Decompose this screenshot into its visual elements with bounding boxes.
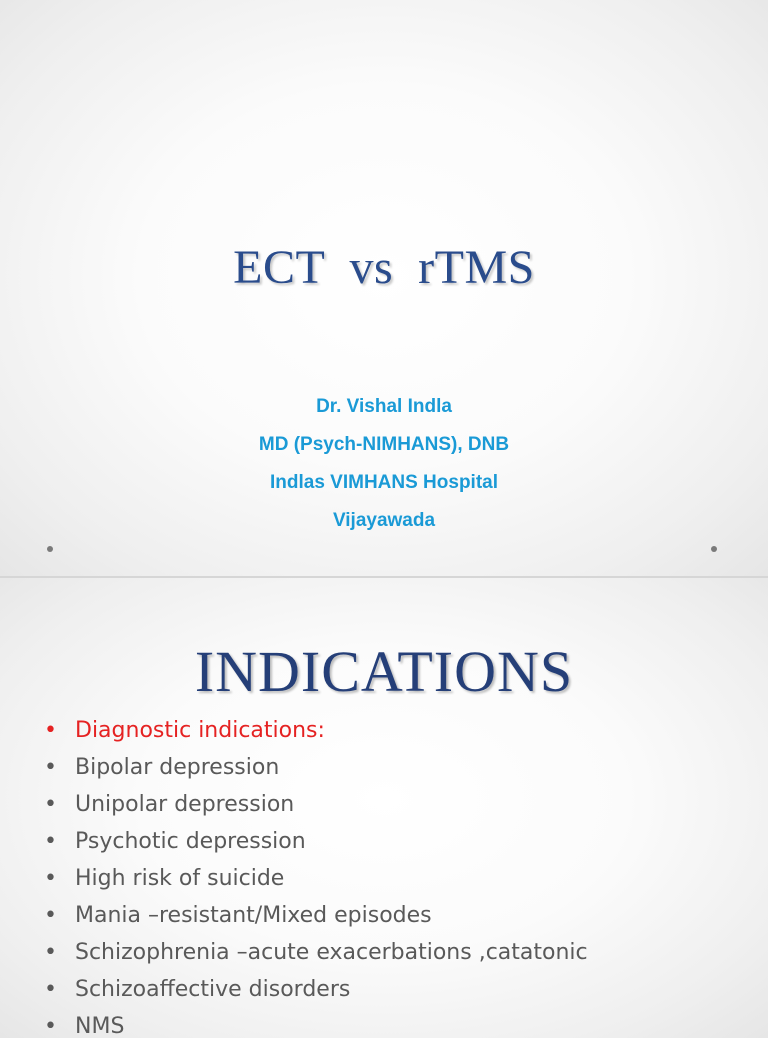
bullet-icon: • <box>44 903 57 928</box>
bullet-icon: • <box>44 1014 57 1039</box>
indications-list <box>44 712 588 1045</box>
list-item-text: Psychotic depression <box>75 829 306 854</box>
list-item <box>44 712 588 749</box>
list-item-text: High risk of suicide <box>75 866 285 891</box>
list-item-text: Mania –resistant/Mixed episodes <box>75 903 432 928</box>
bullet-icon: • <box>44 866 57 891</box>
list-item-text: Unipolar depression <box>75 792 295 817</box>
bullet-icon: • <box>44 755 57 780</box>
bullet-icon: • <box>44 977 57 1002</box>
list-item <box>44 934 588 971</box>
list-item-text: Bipolar depression <box>75 755 280 780</box>
bullet-icon: • <box>44 940 57 965</box>
slide-title: ECT vs rTMS <box>233 241 535 294</box>
list-item <box>44 860 588 897</box>
author-credentials: MD (Psych-NIMHANS), DNB <box>258 434 510 455</box>
list-item <box>44 1008 588 1045</box>
list-item-text: Schizoaffective disorders <box>75 977 351 1002</box>
list-item <box>44 786 588 823</box>
list-item-text: NMS <box>75 1014 125 1039</box>
indications-slide <box>0 578 768 1038</box>
list-item <box>44 971 588 1008</box>
author-name: Dr. Vishal Indla <box>316 396 452 417</box>
bullet-icon: • <box>44 792 57 817</box>
list-item <box>44 897 588 934</box>
author-city: Vijayawada <box>332 510 436 531</box>
bullet-icon: • <box>44 718 57 743</box>
left-dot-ornament <box>47 546 53 552</box>
list-item-text: Diagnostic indications: <box>75 718 325 743</box>
slide-title: INDICATIONS <box>194 639 574 704</box>
bullet-icon: • <box>44 829 57 854</box>
author-hospital: Indlas VIMHANS Hospital <box>269 472 499 493</box>
list-item <box>44 749 588 786</box>
list-item-text: Schizophrenia –acute exacerbations ,catatonic <box>75 940 588 965</box>
author-block <box>0 388 768 540</box>
right-dot-ornament <box>711 546 717 552</box>
list-item <box>44 823 588 860</box>
